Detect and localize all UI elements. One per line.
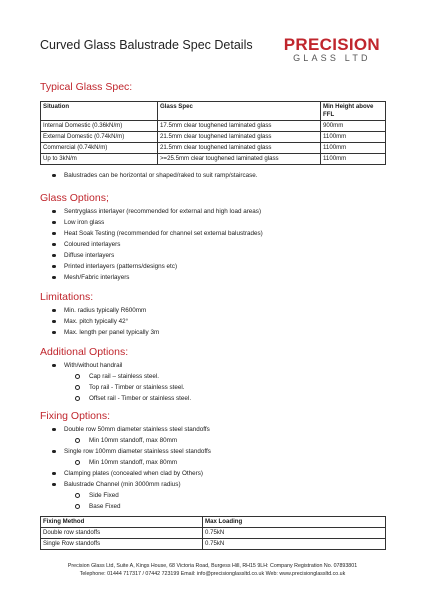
circle-bullet-icon [75, 396, 80, 401]
bullet-icon [52, 331, 56, 335]
bullet-icon [52, 232, 56, 236]
table-row [41, 143, 386, 154]
footer-contact: Telephone: 01444 717317 / 07442 723199 Email: info@precisionglassltd.co.uk Web: www.precisionglassltd.co.uk [79, 570, 346, 577]
bullet-icon [52, 364, 56, 368]
bullet-icon [52, 221, 56, 225]
column-header: Fixing Method [41, 517, 203, 528]
column-header: Min Height above FFL [321, 102, 386, 121]
table-cell: 21.5mm clear toughened laminated glass [158, 143, 321, 154]
footer-address: Precision Glass Ltd, Suite A, Kings House, 68 Victoria Road, Burgess Hill, RH15 9LH: Company Registration No. 07893801 [67, 563, 358, 569]
list-item-text: Clamping plates (concealed when clad by Others) [64, 470, 203, 477]
table-cell: 1100mm [321, 154, 386, 165]
bullet-icon [52, 483, 56, 487]
bullet-icon [52, 174, 56, 178]
table-row [41, 528, 386, 539]
bullet-icon [52, 320, 56, 324]
table-cell: 0.75kN [203, 528, 386, 539]
table-cell: 1100mm [321, 132, 386, 143]
circle-bullet-icon [75, 504, 80, 509]
page-footer [0, 563, 425, 578]
table-cell: Double row standoffs [41, 528, 203, 539]
table-cell: 900mm [321, 121, 386, 132]
table-cell: Internal Domestic (0.36kN/m) [41, 121, 158, 132]
list-item-text: Balustrade Channel (min 3000mm radius) [64, 481, 181, 488]
circle-bullet-icon [75, 493, 80, 498]
list-item-text: Offset rail - Timber or stainless steel. [89, 395, 192, 402]
table-row [41, 154, 386, 165]
column-header: Situation [41, 102, 158, 121]
list-item-text: Single row 100mm diameter stainless steel standoffs [64, 448, 211, 455]
list-item-text: Max. length per panel typically 3m [64, 329, 160, 336]
table-header-row [41, 102, 386, 121]
table-header-row [41, 517, 386, 528]
table-cell: 1100mm [321, 143, 386, 154]
table-cell: Up to 3kN/m [41, 154, 158, 165]
list-item-text: With/without handrail [64, 362, 123, 369]
page-title: Curved Glass Balustrade Spec Details [40, 38, 253, 52]
circle-bullet-icon [75, 385, 80, 390]
logo-sub-text: GLASS LTD [293, 53, 371, 63]
bullet-icon [52, 254, 56, 258]
table-cell: Single Row standoffs [41, 539, 203, 550]
table-row [41, 121, 386, 132]
list-item-text: Cap rail – stainless steel. [89, 373, 159, 380]
list-item-text: Balustrades can be horizontal or shaped/raked to suit ramp/staircase. [64, 172, 258, 179]
circle-bullet-icon [75, 460, 80, 465]
list-item-text: Min 10mm standoff, max 80mm [89, 437, 178, 444]
table-cell: 17.5mm clear toughened laminated glass [158, 121, 321, 132]
limitations-heading: Limitations: [40, 291, 94, 303]
list-item-text: Min. radius typically R600mm [64, 307, 147, 314]
list-item-text: Heat Soak Testing (recommended for channel set external balustrades) [64, 230, 263, 237]
fixing-options-heading: Fixing Options: [40, 410, 111, 422]
list-item-text: Max. pitch typically 42° [64, 318, 129, 325]
table-row [41, 132, 386, 143]
list-item-text: Diffuse interlayers [64, 252, 115, 259]
bullet-icon [52, 472, 56, 476]
list-item-text: Mesh/Fabric interlayers [64, 274, 130, 281]
circle-bullet-icon [75, 438, 80, 443]
table-cell: >=25.5mm clear toughened laminated glass [158, 154, 321, 165]
additional-options-heading: Additional Options: [40, 346, 129, 358]
list-item-text: Printed interlayers (patterns/designs etc) [64, 263, 178, 270]
list-item-text: Low iron glass [64, 219, 105, 226]
list-item-text: Coloured interlayers [64, 241, 121, 248]
list-item-text: Side Fixed [89, 492, 119, 499]
bullet-icon [52, 428, 56, 432]
table-cell: 0.75kN [203, 539, 386, 550]
glass-options-heading: Glass Options; [40, 192, 109, 204]
bullet-icon [52, 309, 56, 313]
list-item-text: Base Fixed [89, 503, 121, 510]
list-item-text: Sentryglass interlayer (recommended for external and high load areas) [64, 208, 262, 215]
glass-spec-table [40, 101, 386, 165]
bullet-icon [52, 265, 56, 269]
typical-glass-spec-heading: Typical Glass Spec: [40, 81, 133, 93]
fixing-loading-table [40, 516, 386, 550]
column-header: Glass Spec [158, 102, 321, 121]
table-cell: 21.5mm clear toughened laminated glass [158, 132, 321, 143]
company-logo [284, 36, 380, 63]
table-cell: Commercial (0.74kN/m) [41, 143, 158, 154]
bullet-icon [52, 276, 56, 280]
bullet-icon [52, 210, 56, 214]
circle-bullet-icon [75, 374, 80, 379]
list-item-text: Min 10mm standoff, max 80mm [89, 459, 178, 466]
bullet-icon [52, 450, 56, 454]
table-row [41, 539, 386, 550]
column-header: Max Loading [203, 517, 386, 528]
list-item-text: Double row 50mm diameter stainless steel standoffs [64, 426, 210, 433]
bullet-icon [52, 243, 56, 247]
table-cell: External Domestic (0.74kN/m) [41, 132, 158, 143]
logo-main-text: PRECISION [283, 35, 380, 54]
list-item-text: Top rail - Timber or stainless steel. [89, 384, 185, 391]
